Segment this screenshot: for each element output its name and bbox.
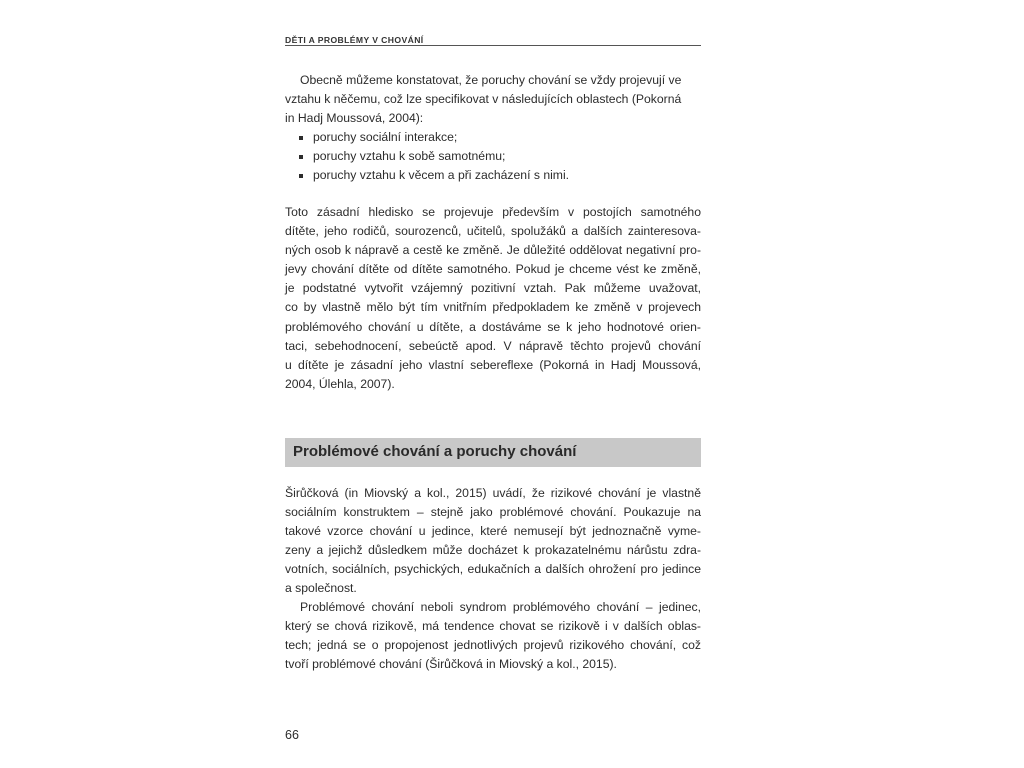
paragraph-3 [285, 484, 701, 599]
section-heading-bar [285, 438, 701, 467]
paragraph-4-line: který se chová rizikově, má tendence chovat se rizikově i v dalších oblas- [285, 619, 701, 634]
paragraph-3-line: zeny a jejichž důsledkem může docházet k prokazatelnému nárůstu zdra- [285, 543, 701, 558]
paragraph-4-line: Problémové chování neboli syndrom problémového chování – jedinec, [300, 600, 701, 614]
paragraph-2-line: co by vlastně mělo být tím vnitřním předpokladem ke změně v projevech [285, 300, 701, 315]
paragraph-2-line: jevy chování dítěte od dítěte samotného. Pokud je chceme vést ke změně, [285, 262, 701, 277]
bullet-text: poruchy sociální interakce; [313, 130, 458, 144]
intro-line-2: vztahu k něčemu, což lze specifikovat v následujících oblastech (Pokorná [285, 92, 682, 107]
paragraph-3-line: Širůčková (in Miovský a kol., 2015) uvádí, že rizikové chování je vlastně [285, 486, 701, 500]
bullet-item [285, 147, 701, 166]
intro-line-1: Obecně můžeme konstatovat, že poruchy chování se vždy projevují ve [300, 73, 682, 87]
paragraph-2-line: u dítěte je zásadní jeho vlastní sebereflexe (Pokorná in Hadj Moussová, [285, 357, 701, 372]
header-rule [285, 45, 701, 46]
paragraph-4-line: tech; jedná se o propojenost jednotlivých projevů rizikového chování, což [285, 638, 701, 653]
bullet-item [285, 128, 701, 147]
paragraph-3-line: sociálním konstruktem – stejně jako problémové chování. Poukazuje na [285, 505, 701, 520]
bullet-text: poruchy vztahu k věcem a při zacházení s nimi. [313, 168, 570, 183]
paragraph-3-line: a společnost. [285, 581, 357, 596]
paragraph-2-line: Toto zásadní hledisko se projevuje především v postojích samotného [285, 205, 701, 219]
paragraph-4 [285, 598, 701, 674]
page-number: 66 [285, 728, 299, 742]
paragraph-2-line: taci, sebehodnocení, sebeúctě apod. V nápravě těchto projevů chování [285, 338, 701, 353]
square-bullet-icon [299, 174, 303, 178]
running-head: DĚTI A PROBLÉMY V CHOVÁNÍ [285, 35, 424, 45]
intro-line-3: in Hadj Moussová, 2004): [285, 111, 424, 126]
bullet-list [285, 128, 701, 185]
square-bullet-icon [299, 136, 303, 140]
paragraph-3-line: takové vzorce chování u jedince, které nemusejí být jednoznačně vyme- [285, 524, 701, 539]
paragraph-2-line: 2004, Úlehla, 2007). [285, 376, 395, 391]
square-bullet-icon [299, 155, 303, 159]
paragraph-4-line: tvoří problémové chování (Širůčková in Miovský a kol., 2015). [285, 657, 617, 672]
paragraph-2-line: je podstatné vytvořit vzájemný pozitivní vztah. Pak můžeme uvažovat, [285, 281, 701, 296]
paragraph-2-line: dítěte, jeho rodičů, sourozenců, učitelů, spolužáků a dalších zainteresova- [285, 224, 701, 239]
bullet-item [285, 166, 701, 185]
paragraph-2-line: problémového chování u dítěte, a dostáváme se k jeho hodnotové orien- [285, 319, 701, 334]
paragraph-2 [285, 203, 701, 394]
section-title: Problémové chování a poruchy chování [293, 443, 577, 460]
paragraph-3-line: votních, sociálních, psychických, edukačních a dalších ohrožení pro jedince [285, 562, 701, 577]
paragraph-2-line: ných osob k nápravě a cestě ke změně. Je důležité oddělovat negativní pro- [285, 243, 701, 258]
intro-paragraph [285, 71, 701, 128]
bullet-text: poruchy vztahu k sobě samotnému; [313, 149, 506, 164]
